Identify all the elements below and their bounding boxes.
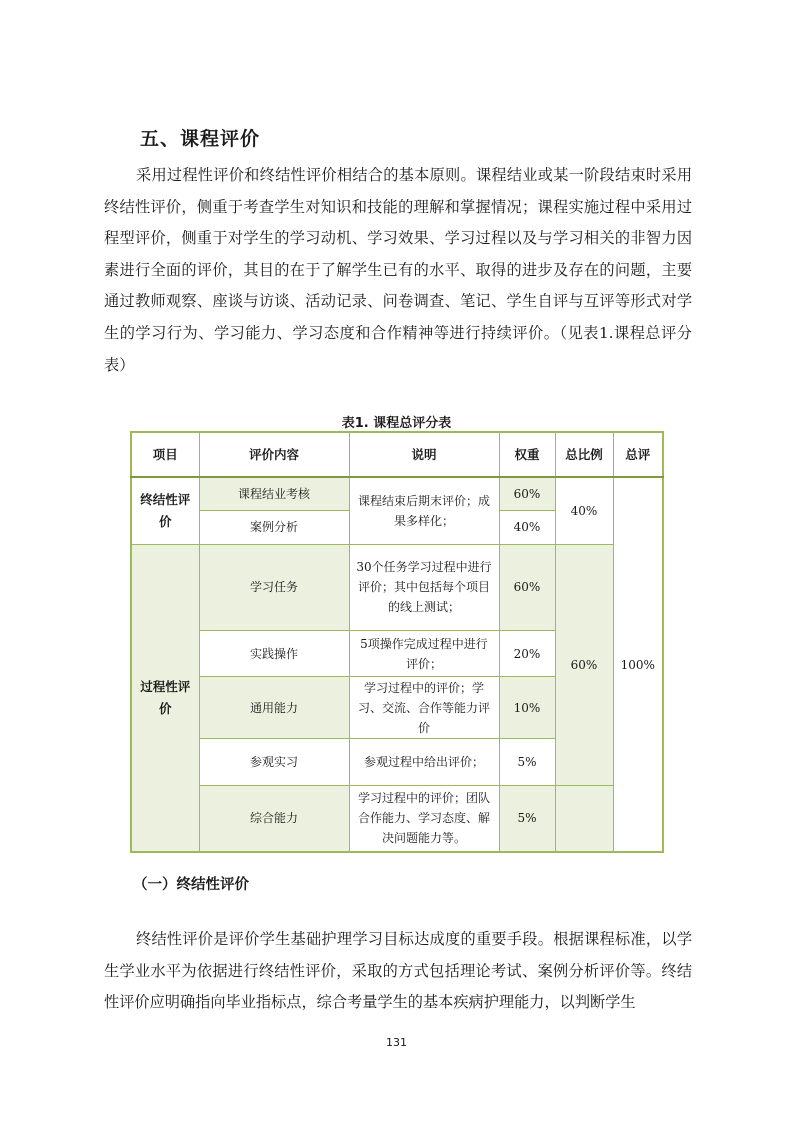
process-description-5: 学习过程中的评价；团队合作能力、学习态度、解决问题能力等。 xyxy=(349,785,499,852)
table-caption: 表1. 课程总评分表 xyxy=(341,416,452,431)
summative-description: 课程结束后期末评价；成果多样化； xyxy=(349,477,499,544)
process-weight-3: 10% xyxy=(499,676,555,739)
overall-score: 100% xyxy=(613,477,663,852)
process-total-ratio-empty xyxy=(555,785,613,852)
page-number: 131 xyxy=(386,1036,407,1049)
intro-paragraph: 采用过程性评价和终结性评价相结合的基本原则。课程结业或某一阶段结束时采用终结性评价，侧重于考查学生对知识和技能的理解和掌握情况；课程实施过程中采用过程型评价，侧重于对学生的学习动机、学习效果、学习过程以及与学习相关的非智力因素进行全面的评价，其目的在于了解学生已有的水平、取得的进步及存在的问题，主要通过教师观察、座谈与访谈、活动记录、问卷调查、笔记、学生自评与互评等形式对学生的学习行为、学习能力、学习态度和合作精神等进行持续评价。（见表1.课程总评分表） xyxy=(104,166,692,374)
table-header-row xyxy=(131,432,663,477)
process-description-2: 5项操作完成过程中进行评价； xyxy=(349,631,499,676)
summative-total-ratio: 40% xyxy=(555,477,613,544)
summative-category: 终结性评价 xyxy=(131,477,199,544)
process-weight-2: 20% xyxy=(499,631,555,676)
summative-subheading: （一）终结性评价 xyxy=(133,877,249,893)
section-title: 五、课程评价 xyxy=(140,128,261,150)
process-weight-1: 60% xyxy=(499,544,555,631)
process-description-3: 学习过程中的评价；学习、交流、合作等能力评价 xyxy=(349,676,499,739)
process-content-5: 综合能力 xyxy=(199,785,349,852)
header-weight: 权重 xyxy=(499,432,555,477)
header-overall: 总评 xyxy=(613,432,663,477)
summative-weight-1: 60% xyxy=(499,477,555,510)
table-row xyxy=(131,785,663,852)
summative-weight-2: 40% xyxy=(499,511,555,544)
table-row xyxy=(131,477,663,510)
process-weight-5: 5% xyxy=(499,785,555,852)
process-category: 过程性评价 xyxy=(131,544,199,852)
header-total-ratio: 总比例 xyxy=(555,432,613,477)
summative-content-1: 课程结业考核 xyxy=(199,477,349,510)
table-row xyxy=(131,544,663,631)
process-content-4: 参观实习 xyxy=(199,739,349,785)
header-item: 项目 xyxy=(131,432,199,477)
process-content-3: 通用能力 xyxy=(199,676,349,739)
header-content: 评价内容 xyxy=(199,432,349,477)
course-evaluation-table xyxy=(130,431,664,853)
header-description: 说明 xyxy=(349,432,499,477)
process-total-ratio: 60% xyxy=(555,544,613,785)
process-content-2: 实践操作 xyxy=(199,631,349,676)
process-content-1: 学习任务 xyxy=(199,544,349,631)
summative-paragraph: 终结性评价是评价学生基础护理学习目标达成度的重要手段。根据课程标准，以学生学业水平为依据进行终结性评价，采取的方式包括理论考试、案例分析评价等。终结性评价应明确指向毕业指标点，综合考量学生的基本疾病护理能力，以判断学生 xyxy=(104,930,692,1012)
process-weight-4: 5% xyxy=(499,739,555,785)
process-description-1: 30个任务学习过程中进行评价；其中包括每个项目的线上测试； xyxy=(349,544,499,631)
summative-content-2: 案例分析 xyxy=(199,511,349,544)
process-description-4: 参观过程中给出评价； xyxy=(349,739,499,785)
